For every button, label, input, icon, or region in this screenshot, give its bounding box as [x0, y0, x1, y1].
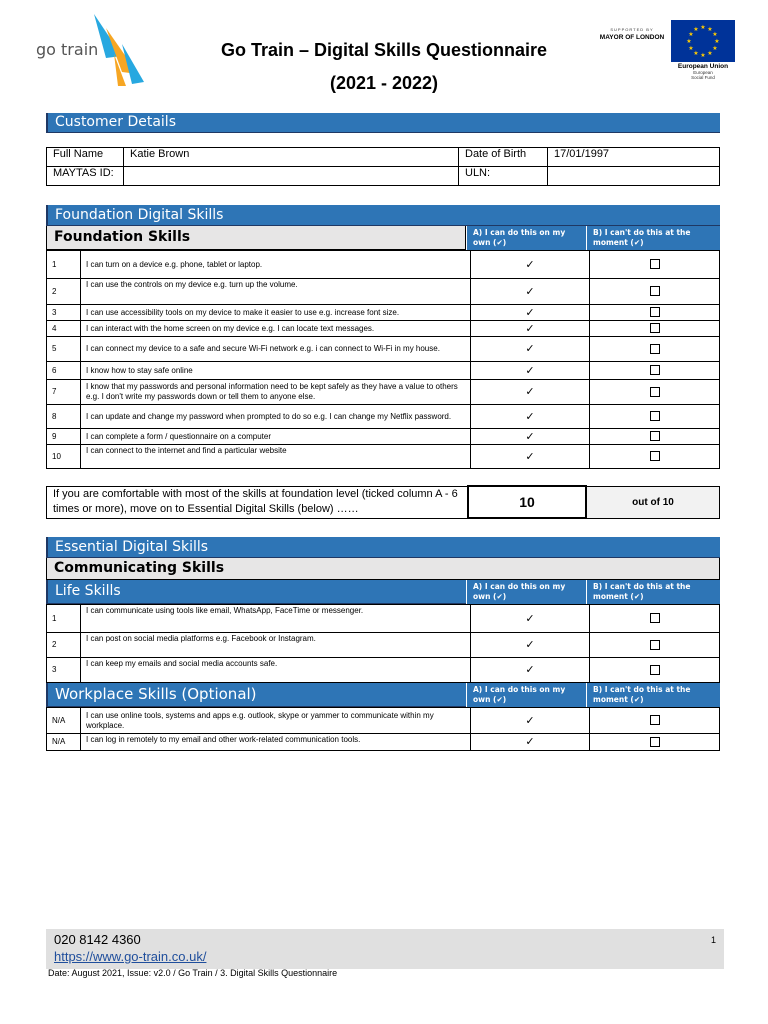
col-a-check[interactable] [471, 445, 590, 469]
row-text: I can connect to the internet and find a particular website [81, 445, 471, 469]
table-row [47, 605, 720, 633]
row-number: 4 [47, 321, 81, 337]
tick-icon: ✓ [525, 611, 535, 625]
col-a-check[interactable] [471, 337, 590, 362]
col-b-checkbox[interactable] [590, 362, 720, 380]
col-a-check[interactable] [471, 251, 590, 279]
tick-icon: ✓ [525, 638, 535, 651]
svg-text:★: ★ [688, 45, 694, 52]
mayor-label: MAYOR OF LONDON [599, 34, 665, 41]
row-text: I can log in remotely to my email and other work-related communication tools. [81, 734, 471, 751]
tick-icon: ✓ [525, 363, 535, 377]
row-number: 5 [47, 337, 81, 362]
eu-sub2: Social Fund [691, 75, 715, 80]
checkbox-icon [650, 431, 660, 441]
row-number: 6 [47, 362, 81, 380]
row-text: I know how to stay safe online [81, 362, 471, 380]
tick-icon: ✓ [525, 284, 535, 298]
row-number: 1 [47, 251, 81, 279]
dob-value[interactable]: 17/01/1997 [548, 148, 720, 167]
tick-icon: ✓ [525, 305, 535, 319]
checkbox-icon [650, 451, 660, 461]
eu-label: European Union [677, 63, 729, 70]
score-out-of: out of 10 [586, 486, 720, 518]
row-number: N/A [47, 708, 81, 734]
foundation-col-b-header: B) I can't do this at the moment (✔) [586, 226, 720, 250]
score-value[interactable]: 10 [468, 486, 586, 518]
checkbox-icon [650, 613, 660, 623]
table-row [47, 321, 720, 337]
table-row [47, 658, 720, 683]
checkbox-icon [650, 665, 660, 675]
page-subtitle: (2021 - 2022) [329, 73, 439, 93]
col-b-checkbox[interactable] [590, 708, 720, 734]
tick-icon: ✓ [525, 409, 535, 423]
table-row [47, 429, 720, 445]
checkbox-icon [650, 323, 660, 333]
foundation-table [46, 250, 720, 469]
svg-text:★: ★ [707, 26, 713, 33]
workplace-skills-table [46, 707, 720, 751]
svg-text:★: ★ [688, 31, 694, 38]
col-a-check[interactable] [471, 362, 590, 380]
col-b-checkbox[interactable] [590, 279, 720, 305]
dob-label: Date of Birth [459, 148, 548, 167]
checkbox-icon [650, 286, 660, 296]
eu-sub1: European [693, 70, 713, 75]
tick-icon: ✓ [525, 663, 535, 676]
table-row [47, 279, 720, 305]
score-instruction: If you are comfortable with most of the skills at foundation level (ticked column A - 6 times or more), move on to Essential Digital Skills (below) …… [47, 486, 469, 518]
checkbox-icon [650, 259, 660, 269]
row-number: 2 [47, 279, 81, 305]
col-a-check[interactable] [471, 633, 590, 658]
tick-icon: ✓ [525, 429, 535, 443]
table-row [47, 734, 720, 751]
col-a-check[interactable] [471, 734, 590, 751]
page-title: Go Train – Digital Skills Questionnaire [220, 40, 548, 60]
essential-header: Essential Digital Skills [46, 537, 720, 558]
work-col-b-header: B) I can't do this at the moment (✔) [586, 683, 720, 707]
svg-text:★: ★ [707, 50, 713, 57]
row-text: I can connect my device to a safe and secure Wi-Fi network e.g. i can connect to Wi-Fi in my house. [81, 337, 471, 362]
foundation-subheader: Foundation Skills [46, 226, 466, 250]
eu-logo [668, 20, 738, 80]
table-row [47, 708, 720, 734]
row-number: 2 [47, 633, 81, 658]
row-number: 3 [47, 658, 81, 683]
col-a-check[interactable] [471, 305, 590, 321]
svg-text:★: ★ [712, 31, 718, 38]
row-text: I can turn on a device e.g. phone, tablet or laptop. [81, 251, 471, 279]
supported-by-label: SUPPORTED BY [610, 27, 654, 32]
mayor-of-london-logo [596, 27, 668, 41]
col-a-check[interactable] [471, 605, 590, 633]
workplace-skills-header: Workplace Skills (Optional) [46, 683, 466, 707]
uln-value[interactable] [548, 167, 720, 186]
row-text: I can use online tools, systems and apps e.g. outlook, skype or yammer to communicate within my workplace. [81, 708, 471, 734]
maytas-label: MAYTAS ID: [47, 167, 124, 186]
table-row [47, 633, 720, 658]
footer-phone: 020 8142 4360 [54, 932, 141, 947]
tick-icon: ✓ [525, 257, 535, 271]
row-text: I can keep my emails and social media accounts safe. [81, 658, 471, 683]
col-a-check[interactable] [471, 658, 590, 683]
score-table [46, 485, 720, 519]
row-number: 10 [47, 445, 81, 469]
row-text: I can communicate using tools like email, WhatsApp, FaceTime or messenger. [81, 605, 471, 633]
table-row [47, 445, 720, 469]
life-skills-table [46, 604, 720, 683]
col-a-check[interactable] [471, 405, 590, 429]
work-col-a-header: A) I can do this on my own (✔) [466, 683, 586, 707]
col-b-checkbox[interactable] [590, 251, 720, 279]
row-text: I can use accessibility tools on my device to make it easier to use e.g. increase font size. [81, 305, 471, 321]
full-name-value[interactable]: Katie Brown [124, 148, 459, 167]
col-b-checkbox[interactable] [590, 429, 720, 445]
table-row [47, 405, 720, 429]
col-a-check[interactable] [471, 708, 590, 734]
checkbox-icon [650, 737, 660, 747]
table-row [47, 337, 720, 362]
col-b-checkbox[interactable] [590, 658, 720, 683]
table-row [47, 305, 720, 321]
checkbox-icon [650, 344, 660, 354]
tick-icon: ✓ [525, 735, 535, 748]
col-b-checkbox[interactable] [590, 633, 720, 658]
col-a-check[interactable] [471, 321, 590, 337]
life-skills-header: Life Skills [46, 580, 466, 604]
col-b-checkbox[interactable] [590, 605, 720, 633]
svg-text:★: ★ [712, 45, 718, 52]
checkbox-icon [650, 640, 660, 650]
footer-url-link[interactable]: https://www.go-train.co.uk/ [54, 949, 207, 964]
checkbox-icon [650, 715, 660, 725]
checkbox-icon [650, 365, 660, 375]
foundation-col-a-header: A) I can do this on my own (✔) [466, 226, 586, 250]
row-number: 8 [47, 405, 81, 429]
row-text: I can update and change my password when prompted to do so e.g. I can change my Netflix password. [81, 405, 471, 429]
communicating-subheader: Communicating Skills [46, 558, 720, 580]
tick-icon: ✓ [525, 342, 535, 355]
svg-text:★: ★ [686, 38, 692, 45]
page-number: 1 [710, 935, 716, 945]
col-a-check[interactable] [471, 429, 590, 445]
row-number: N/A [47, 734, 81, 751]
maytas-value[interactable] [124, 167, 459, 186]
row-text: I can use the controls on my device e.g. turn up the volume. [81, 279, 471, 305]
svg-text:★: ★ [700, 24, 706, 31]
col-b-checkbox[interactable] [590, 734, 720, 751]
customer-details-header: Customer Details [46, 113, 720, 133]
full-name-label: Full Name [47, 148, 124, 167]
svg-text:★: ★ [700, 52, 706, 59]
col-b-checkbox[interactable] [590, 445, 720, 469]
customer-details-table [46, 147, 720, 186]
document-info: Date: August 2021, Issue: v2.0 / Go Train / 3. Digital Skills Questionnaire [48, 968, 338, 978]
row-text: I can interact with the home screen on my device e.g. I can locate text messages. [81, 321, 471, 337]
col-b-checkbox[interactable] [590, 305, 720, 321]
checkbox-icon [650, 307, 660, 317]
life-col-a-header: A) I can do this on my own (✔) [466, 580, 586, 604]
logo-text: go train [36, 40, 99, 59]
table-row [47, 251, 720, 279]
row-text: I can post on social media platforms e.g. Facebook or Instagram. [81, 633, 471, 658]
table-row [47, 380, 720, 405]
row-number: 7 [47, 380, 81, 405]
footer [46, 929, 724, 969]
checkbox-icon [650, 411, 660, 421]
tick-icon: ✓ [525, 713, 535, 727]
svg-text:★: ★ [693, 26, 699, 33]
col-b-checkbox[interactable] [590, 337, 720, 362]
col-b-checkbox[interactable] [590, 380, 720, 405]
tick-icon: ✓ [525, 449, 535, 463]
col-b-checkbox[interactable] [590, 321, 720, 337]
svg-text:★: ★ [693, 50, 699, 57]
life-col-b-header: B) I can't do this at the moment (✔) [586, 580, 720, 604]
foundation-header: Foundation Digital Skills [46, 205, 720, 226]
checkbox-icon [650, 387, 660, 397]
table-row [47, 362, 720, 380]
row-text: I know that my passwords and personal information need to be kept safely as they have a value to others e.g. I don't write my passwords down or tell them to anyone else. [81, 380, 471, 405]
eu-flag-icon [671, 20, 735, 62]
col-a-check[interactable] [471, 380, 590, 405]
svg-text:★: ★ [714, 38, 720, 45]
tick-icon: ✓ [525, 321, 535, 335]
col-b-checkbox[interactable] [590, 405, 720, 429]
row-number: 3 [47, 305, 81, 321]
tick-icon: ✓ [525, 385, 535, 398]
row-number: 9 [47, 429, 81, 445]
row-text: I can complete a form / questionnaire on a computer [81, 429, 471, 445]
uln-label: ULN: [459, 167, 548, 186]
row-number: 1 [47, 605, 81, 633]
col-a-check[interactable] [471, 279, 590, 305]
